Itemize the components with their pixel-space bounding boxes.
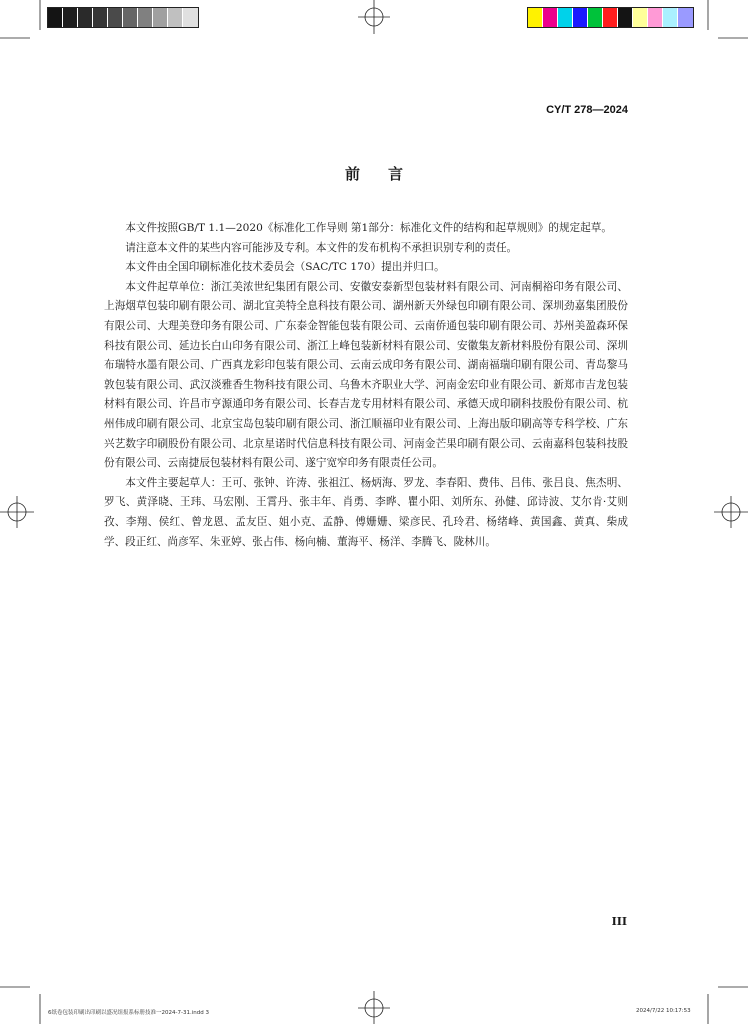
slug-filename: 6纸卷包装印刷出印刷以盛况组报系标册技准一2024-7-31.indd 3	[48, 1010, 209, 1016]
gray-swatch	[123, 8, 138, 27]
color-swatch	[558, 8, 573, 27]
gray-swatch	[48, 8, 63, 27]
color-swatch	[528, 8, 543, 27]
paragraph-drafting-rules: 本文件按照GB/T 1.1—2020《标准化工作导则 第1部分：标准化文件的结构和起草规则》的规定起草。	[125, 222, 612, 234]
paragraph-patent-notice: 请注意本文件的某些内容可能涉及专利。本文件的发布机构不承担识别专利的责任。	[125, 241, 518, 254]
gray-swatch	[153, 8, 168, 27]
color-swatch	[603, 8, 618, 27]
paragraph-committee: 本文件由全国印刷标准化技术委员会（SAC/TC 170）提出并归口。	[125, 261, 445, 274]
color-swatch	[543, 8, 558, 27]
color-swatch	[648, 8, 663, 27]
color-calibration-strip	[527, 7, 694, 28]
slug-timestamp: 2024/7/22 10:17:53	[636, 1008, 691, 1014]
page-heading: 前言	[344, 165, 431, 183]
page-number: III	[611, 915, 627, 928]
color-swatch	[588, 8, 603, 27]
color-swatch	[633, 8, 648, 27]
gray-swatch	[168, 8, 183, 27]
gray-swatch	[78, 8, 93, 27]
gray-calibration-strip	[47, 7, 199, 28]
gray-swatch	[63, 8, 78, 27]
gray-swatch	[93, 8, 108, 27]
document-code: CY/T 278—2024	[546, 104, 628, 116]
gray-swatch	[108, 8, 123, 27]
paragraph-drafting-units: 本文件起草单位：浙江美浓世纪集团有限公司、安徽安泰新型包装材料有限公司、河南桐裕印务有限公司、上海烟草包装印刷有限公司、湖北宜美特全息科技有限公司、湖州新天外绿包印刷有限公司、深圳劲嘉集团股份有限公司、大理美登印务有限公司、广东泰金智能包装有限公司、云南侨通包装印刷有限公司、苏州美盈森环保科技有限公司、延边长白山印务有限公司、浙江上峰包装新材料有限公司、安徽集友新材料股份有限公司、深圳布瑞特水墨有限公司、广西真龙彩印包装有限公司、云南云成印务有限公司、湖南福瑞印刷有限公司、青岛黎马敦包装有限公司、武汉淡雅香生物科技有限公司、乌鲁木齐职业大学、河南金宏印业有限公司、新郑市吉龙包装材料有限公司、许昌市亨源通印务有限公司、长春吉龙专用材料有限公司、承德天成印刷科技股份有限公司、杭州伟成印刷有限公司、北京宝岛包装印刷有限公司、浙江顺福印业有限公司、上海出版印刷高等专科学校、广东兴艺数字印刷股份有限公司、北京星诺时代信息科技有限公司、河南金芒果印刷有限公司、云南嘉科包装科技股份有限公司、云南捷辰包装材料有限公司、遂宁宽窄印务有限责任公司。	[104, 280, 628, 470]
color-swatch	[618, 8, 633, 27]
foreword-body	[104, 219, 628, 552]
paragraph-drafters: 本文件主要起草人：王可、张钟、许涛、张祖江、杨炳海、罗龙、李春阳、费伟、吕伟、张吕良、焦杰明、罗飞、黄泽晓、王玮、马宏刚、王霄丹、张丰年、肖勇、李晔、瞿小阳、刘所东、孙健、邱诗波、艾尔肯·艾则孜、李翔、侯红、曾龙恩、孟友臣、姐小克、孟静、傅姗姗、梁彦民、孔玲君、杨绪峰、黄国鑫、黄真、柴成学、段正红、尚彦军、朱亚婷、张占伟、杨向楠、董海平、杨洋、李腾飞、陇林川。	[104, 476, 628, 548]
color-swatch	[663, 8, 678, 27]
gray-swatch	[138, 8, 153, 27]
gray-swatch	[183, 8, 198, 27]
color-swatch	[678, 8, 693, 27]
color-swatch	[573, 8, 588, 27]
